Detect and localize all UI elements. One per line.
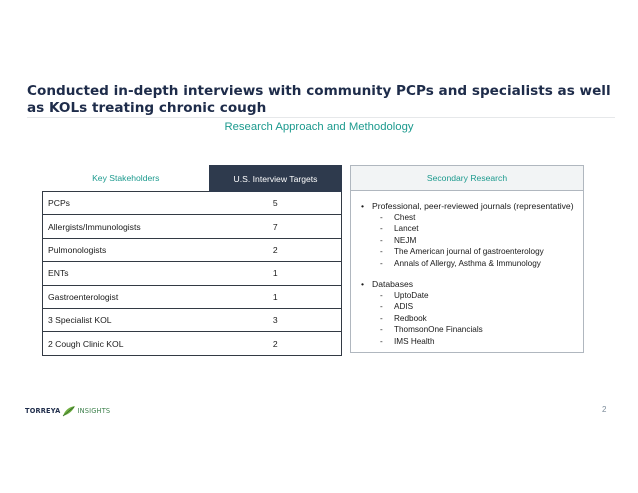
list-item-label: NEJM: [394, 235, 417, 245]
dash-icon: -: [380, 325, 383, 335]
dash-icon: -: [380, 247, 383, 257]
stakeholder-table: [42, 165, 342, 356]
slide-title: Conducted in-depth interviews with community PCPs and specialists as well as KOLs treating chronic cough: [27, 83, 611, 116]
list-item-label: UptoDate: [394, 291, 429, 301]
dash-icon: -: [380, 258, 383, 268]
list-item: [380, 301, 575, 312]
list-item: [380, 324, 575, 335]
stakeholder-name: Pulmonologists: [43, 238, 210, 261]
list-item: [380, 290, 575, 301]
title-divider: [27, 117, 615, 118]
list-item-label: The American journal of gastroenterology: [394, 247, 544, 257]
list-item: [380, 313, 575, 324]
table-row: [43, 238, 342, 261]
interview-targets-header: U.S. Interview Targets: [210, 166, 342, 192]
interview-target-value: 3: [210, 308, 342, 331]
list-item-label: Annals of Allergy, Asthma & Immunology: [394, 258, 541, 268]
interview-target-value: 7: [210, 215, 342, 238]
bullet-item: [361, 201, 575, 212]
list-item-label: Chest: [394, 213, 416, 222]
stakeholder-name: Gastroenterologist: [43, 285, 210, 308]
stakeholder-name: 2 Cough Clinic KOL: [43, 332, 210, 355]
interview-target-value: 1: [210, 262, 342, 285]
list-item-label: ADIS: [394, 302, 414, 312]
interview-target-value: 1: [210, 285, 342, 308]
stakeholder-name: PCPs: [43, 192, 210, 215]
logo-wordmark-primary: TORREYA: [25, 407, 61, 415]
dash-icon: -: [380, 224, 383, 234]
page-number: 2: [602, 405, 607, 414]
logo-wordmark-secondary: INSIGHTS: [77, 407, 111, 415]
list-item: [380, 258, 575, 269]
bullet-icon: •: [361, 201, 365, 211]
interview-target-value: 2: [210, 238, 342, 261]
section-subtitle: Research Approach and Methodology: [224, 121, 414, 133]
bullet-item: [361, 279, 575, 290]
secondary-research-header: Secondary Research: [350, 165, 584, 191]
list-item: [380, 212, 575, 223]
database-list: [361, 290, 575, 347]
list-item: [380, 336, 575, 347]
table-row: [43, 308, 342, 331]
list-item-label: ThomsonOne Financials: [394, 325, 483, 335]
bullet-label: Databases: [372, 279, 414, 290]
stakeholder-name: ENTs: [43, 262, 210, 285]
stakeholder-name: Allergists/Immunologists: [43, 215, 210, 238]
table-row: [43, 215, 342, 238]
bullet-label: Professional, peer-reviewed journals (representative): [372, 201, 574, 211]
table-row: [43, 332, 342, 355]
dash-icon: -: [380, 302, 383, 312]
table-row: [43, 262, 342, 285]
dash-icon: -: [380, 213, 383, 222]
journals-group: [361, 201, 575, 269]
interview-target-value: 2: [210, 332, 342, 355]
torreya-insights-logo: [25, 404, 110, 418]
leaf-icon: [62, 405, 76, 417]
secondary-research-panel: [350, 191, 584, 353]
dash-icon: -: [380, 313, 383, 323]
list-item-label: IMS Health: [394, 336, 435, 346]
dash-icon: -: [380, 336, 383, 346]
table-row: [43, 192, 342, 215]
list-item: [380, 223, 575, 234]
journal-list: [361, 212, 575, 269]
dash-icon: -: [380, 235, 383, 245]
interview-target-value: 5: [210, 192, 342, 215]
dash-icon: -: [380, 291, 383, 301]
list-item: [380, 246, 575, 257]
databases-group: [361, 279, 575, 347]
key-stakeholders-header: Key Stakeholders: [43, 166, 210, 192]
list-item: [380, 235, 575, 246]
list-item-label: Redbook: [394, 313, 427, 323]
stakeholder-name: 3 Specialist KOL: [43, 308, 210, 331]
bullet-icon: •: [361, 279, 365, 290]
list-item-label: Lancet: [394, 224, 419, 234]
table-row: [43, 285, 342, 308]
